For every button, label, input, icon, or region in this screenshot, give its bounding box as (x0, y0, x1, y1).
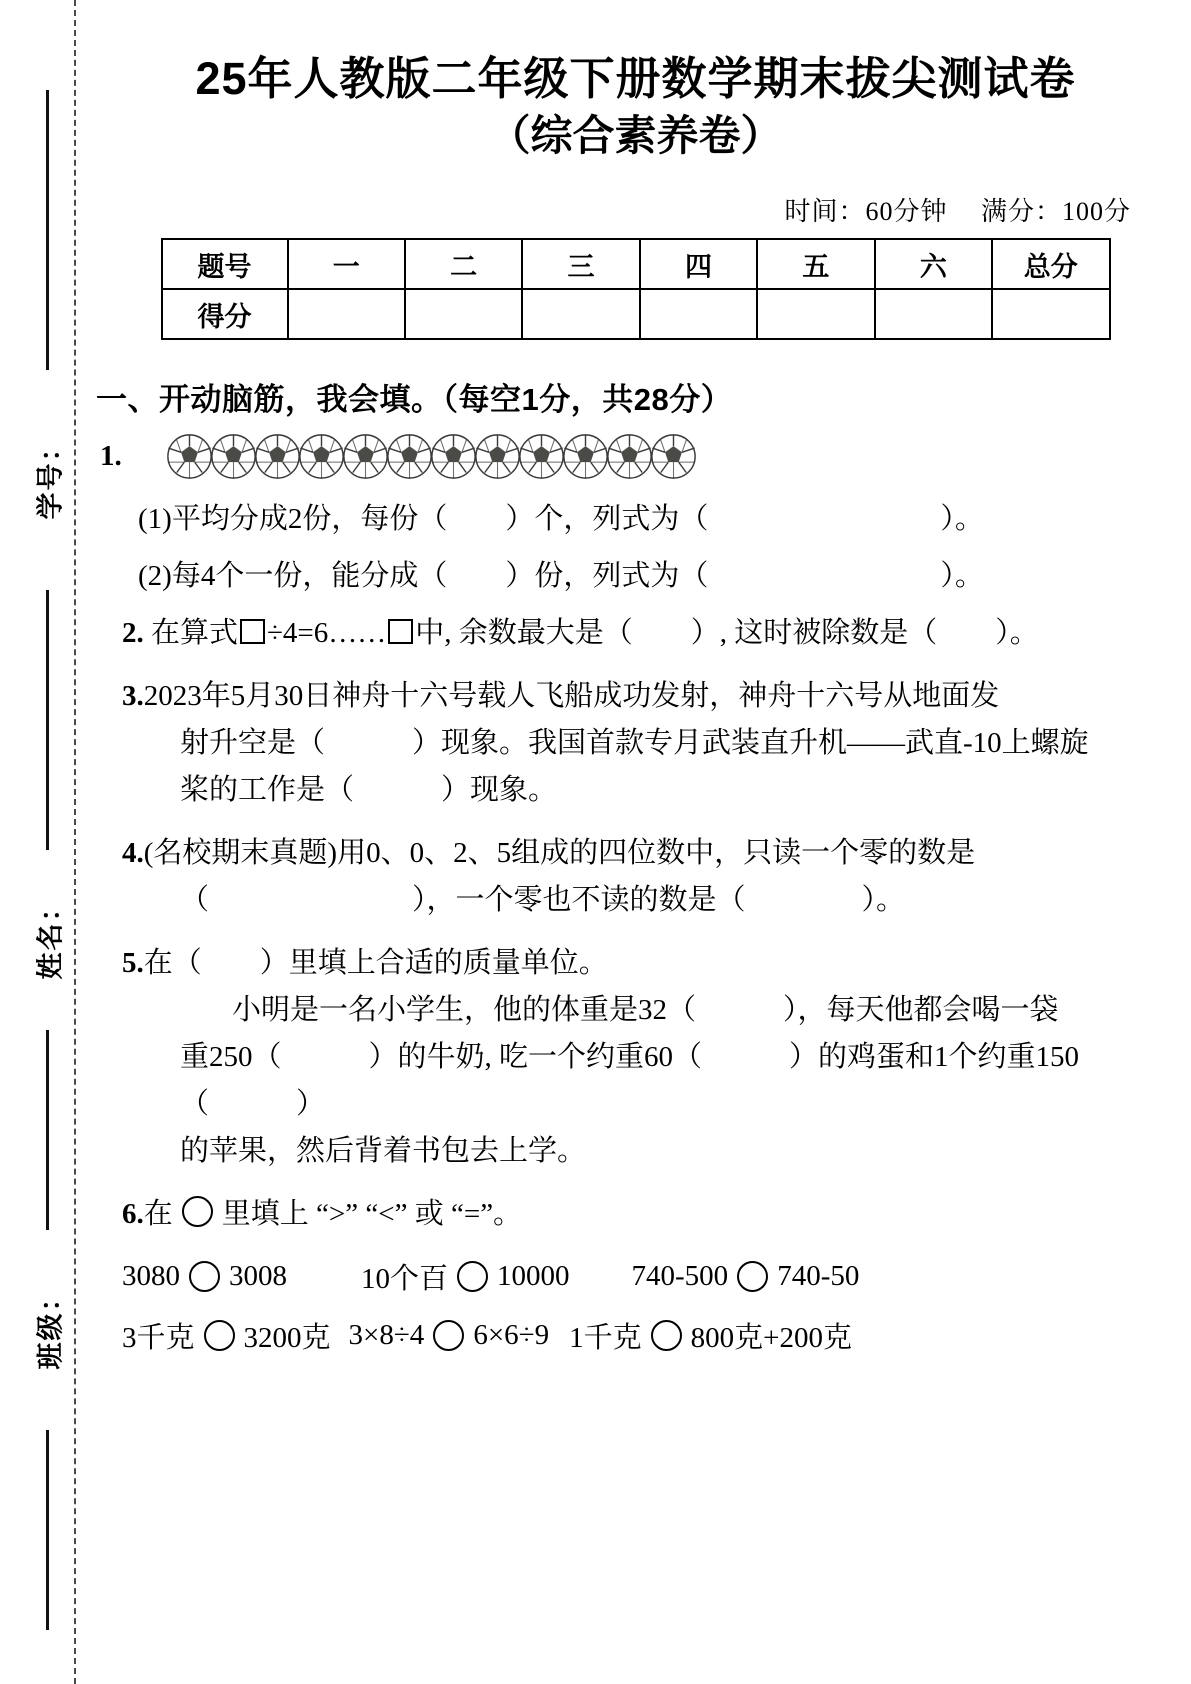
comparison-circle-icon[interactable] (204, 1320, 235, 1351)
question-2-text-a: 在算式 (151, 617, 239, 650)
comparison-left: 3×8÷4 (348, 1319, 425, 1352)
comparison-circle-icon[interactable] (737, 1261, 768, 1292)
score-cell-2[interactable] (405, 289, 522, 339)
score-table-col-total: 总分 (992, 239, 1109, 289)
question-4-line-1: (名校期末真题)用0、0、2、5组成的四位数中，只读一个零的数是 (143, 837, 976, 870)
question-1-sub-1: (1)平均分成2份，每份（ ）个，列式为（ ）。 (138, 503, 984, 536)
soccer-ball-icon (474, 433, 521, 480)
comparison-item (122, 1260, 287, 1293)
margin-rule-bottom (46, 1430, 49, 1630)
comparison-left: 740-500 (631, 1260, 729, 1293)
question-4 (122, 830, 1191, 924)
margin-label-class: 班级： (35, 1282, 66, 1370)
blank-box-icon[interactable] (240, 619, 265, 644)
question-6-prompt-a: 在 (143, 1198, 173, 1231)
question-3-line-2: 射升空是（ ）现象。我国首款专月武装直升机——武直-10上螺旋 (180, 727, 1089, 760)
score-table-col-2: 二 (405, 239, 522, 289)
margin-rule-top (46, 90, 49, 370)
question-5-line-4: 的苹果，然后背着书包去上学。 (180, 1135, 587, 1168)
comparison-item (569, 1315, 852, 1356)
question-3-line-1: 2023年5月30日神舟十六号载人飞船成功发射，神舟十六号从地面发 (143, 680, 1000, 713)
score-cell-3[interactable] (522, 289, 639, 339)
table-row-scores (162, 289, 1110, 339)
comparison-left: 3080 (122, 1260, 180, 1293)
page-subtitle: （综合素养卷） (488, 112, 783, 160)
soccer-ball-icon (518, 433, 565, 480)
score-cell-1[interactable] (288, 289, 405, 339)
comparison-left: 10个百 (361, 1263, 449, 1296)
question-2-number: 2. (122, 617, 144, 650)
soccer-ball-icon (562, 433, 609, 480)
score-table-col-5: 五 (757, 239, 874, 289)
question-2 (122, 610, 1191, 657)
question-2-text-b: ÷4=6…… (267, 617, 387, 650)
question-5-line-2: 小明是一名小学生，他的体重是32（ ），每天他都会喝一袋 (232, 994, 1059, 1027)
soccer-ball-icon (342, 433, 389, 480)
comparison-row-2 (122, 1315, 1191, 1356)
soccer-ball-icon (166, 433, 213, 480)
score-table-col-3: 三 (522, 239, 639, 289)
soccer-ball-icon (386, 433, 433, 480)
comparison-right: 740-50 (777, 1260, 860, 1293)
exam-meta (80, 191, 1191, 228)
question-5-line-1: 在（ ）里填上合适的质量单位。 (143, 947, 608, 980)
comparison-right: 10000 (497, 1260, 570, 1293)
score-cell-total[interactable] (992, 289, 1109, 339)
question-1 (100, 433, 1191, 480)
question-5 (122, 940, 1191, 1175)
paper-content (80, 0, 1191, 1684)
comparison-left: 3千克 (122, 1322, 195, 1355)
comparison-item (632, 1260, 860, 1293)
comparison-row-1 (122, 1256, 1191, 1297)
score-cell-5[interactable] (757, 289, 874, 339)
question-5-line-3: 重250（ ）的牛奶, 吃一个约重60（ ）的鸡蛋和1个约重150（ ） (180, 1041, 1080, 1121)
table-row-question-numbers (162, 239, 1110, 289)
question-6 (122, 1191, 1191, 1238)
question-6-prompt-b: 里填上 “>” “<” 或 “=”。 (221, 1198, 523, 1231)
question-5-number: 5. (122, 947, 144, 980)
question-1-sub-2: (2)每4个一份，能分成（ ）份，列式为（ ）。 (138, 560, 984, 593)
comparison-circle-icon[interactable] (189, 1261, 220, 1292)
soccer-ball-icon (254, 433, 301, 480)
comparison-item (361, 1256, 570, 1297)
score-table-col-1: 一 (288, 239, 405, 289)
comparison-right: 6×6÷9 (473, 1319, 550, 1352)
margin-label-student-id: 学号： (35, 432, 66, 520)
score-cell-4[interactable] (640, 289, 757, 339)
soccer-ball-row (166, 433, 694, 480)
score-cell-6[interactable] (875, 289, 992, 339)
soccer-ball-icon (430, 433, 477, 480)
blank-box-icon[interactable] (388, 619, 413, 644)
question-4-number: 4. (122, 837, 144, 870)
margin-rule-mid-lower (46, 1030, 49, 1230)
comparison-item (122, 1315, 331, 1356)
soccer-ball-icon (210, 433, 257, 480)
score-table-col-6: 六 (875, 239, 992, 289)
score-table-label-question: 题号 (162, 239, 288, 289)
soccer-ball-icon (650, 433, 697, 480)
score-table (161, 238, 1111, 340)
page-title: 25年人教版二年级下册数学期末拔尖测试卷 (195, 53, 1076, 104)
question-6-number: 6. (122, 1198, 144, 1231)
question-4-line-2: （ ），一个零也不读的数是（ ）。 (180, 884, 906, 917)
question-2-text-c: 中, 余数最大是（ ）, 这时被除数是（ ）。 (415, 617, 1039, 650)
comparison-circle-icon[interactable] (182, 1196, 213, 1227)
exam-full-score: 满分：100分 (980, 197, 1131, 227)
comparison-circle-icon[interactable] (433, 1320, 464, 1351)
score-table-col-4: 四 (640, 239, 757, 289)
comparison-circle-icon[interactable] (457, 1261, 488, 1292)
comparison-left: 1千克 (569, 1322, 642, 1355)
question-3 (122, 673, 1191, 814)
comparison-circle-icon[interactable] (651, 1320, 682, 1351)
question-3-line-3: 桨的工作是（ ）现象。 (180, 774, 558, 807)
question-3-number: 3. (122, 680, 144, 713)
margin-rule-mid-upper (46, 590, 49, 850)
comparison-right: 800克+200克 (690, 1322, 852, 1355)
comparison-right: 3200克 (243, 1322, 331, 1355)
score-table-label-score: 得分 (162, 289, 288, 339)
section-1-heading: 一、开动脑筋，我会填。（每空1分，共28分） (96, 382, 733, 418)
question-1-number: 1. (100, 440, 122, 473)
margin-label-name: 姓名： (35, 892, 66, 980)
comparison-right: 3008 (229, 1260, 287, 1293)
binding-margin (0, 0, 80, 1684)
soccer-ball-icon (606, 433, 653, 480)
dashed-fold-line (74, 0, 76, 1684)
comparison-item (349, 1319, 550, 1352)
exam-time: 时间：60分钟 (784, 197, 948, 227)
soccer-ball-icon (298, 433, 345, 480)
